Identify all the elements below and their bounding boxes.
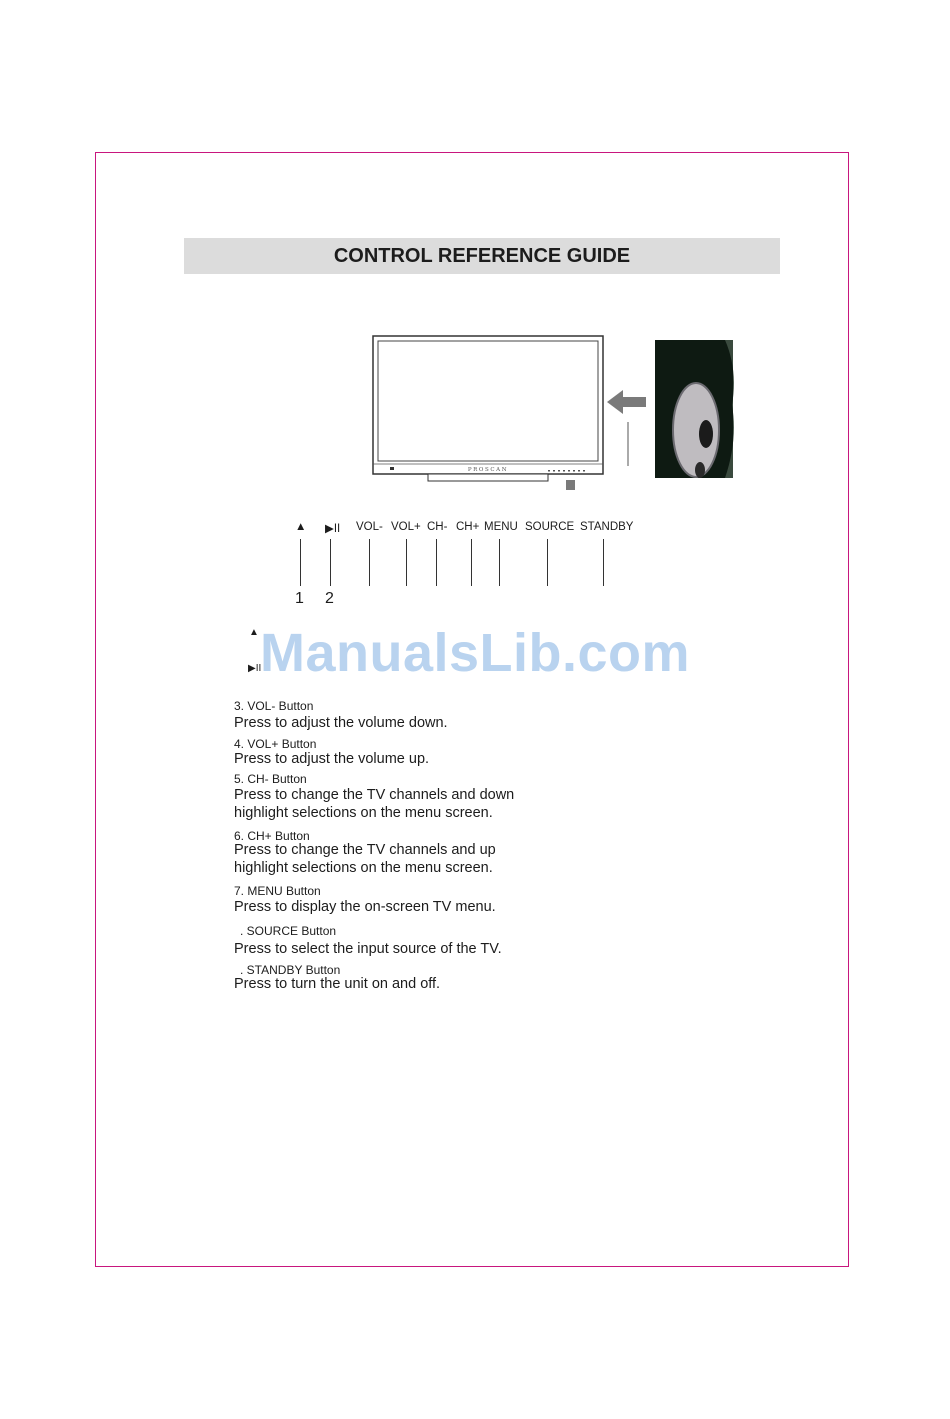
eject-icon: ▲ bbox=[295, 521, 307, 533]
play-pause-icon: ▶II bbox=[325, 523, 341, 535]
side-panel-photo bbox=[655, 340, 734, 478]
label-ch-plus: CH+ bbox=[456, 521, 480, 533]
left-arrow-icon bbox=[607, 390, 646, 414]
down-arrow-icon bbox=[559, 480, 582, 490]
section-heading: 5. CH- Button bbox=[234, 772, 307, 786]
section-heading: 3. VOL- Button bbox=[234, 699, 314, 713]
page-frame bbox=[95, 152, 849, 1267]
label-ch-minus: CH- bbox=[427, 521, 448, 533]
leader-line bbox=[499, 539, 500, 586]
leader-line bbox=[471, 539, 472, 586]
label-vol-plus: VOL+ bbox=[391, 521, 421, 533]
section-text: Press to turn the unit on and off. bbox=[234, 976, 441, 992]
section-text: Press to change the TV channels and down bbox=[234, 787, 515, 803]
tv-stand bbox=[428, 474, 548, 481]
section-heading: 7. MENU Button bbox=[234, 884, 321, 898]
tv-diagram bbox=[360, 330, 750, 490]
callout-number-2: 2 bbox=[325, 590, 334, 607]
tv-screen bbox=[378, 341, 598, 461]
section-text: highlight selections on the menu screen. bbox=[234, 805, 493, 821]
tv-brand-label: PROSCAN bbox=[467, 467, 509, 473]
page-title: CONTROL REFERENCE GUIDE bbox=[333, 245, 631, 267]
leader-line bbox=[603, 539, 604, 586]
label-menu: MENU bbox=[484, 521, 518, 533]
leader-line bbox=[406, 539, 407, 586]
leader-line bbox=[330, 539, 331, 586]
play-pause-icon: ▶II bbox=[248, 663, 262, 674]
leader-line bbox=[300, 539, 301, 586]
label-source: SOURCE bbox=[525, 521, 575, 533]
watermark: ManualsLib.com bbox=[259, 623, 691, 683]
callout-number-1: 1 bbox=[295, 590, 304, 607]
section-text: Press to display the on-screen TV menu. bbox=[234, 899, 496, 915]
section-text: highlight selections on the menu screen. bbox=[234, 860, 493, 876]
section-text: Press to adjust the volume up. bbox=[234, 751, 430, 767]
eject-icon: ▲ bbox=[249, 627, 259, 638]
label-vol-minus: VOL- bbox=[356, 521, 383, 533]
leader-line bbox=[369, 539, 370, 586]
section-heading: . SOURCE Button bbox=[240, 924, 337, 938]
section-text: Press to change the TV channels and up bbox=[234, 842, 496, 858]
leader-line bbox=[436, 539, 437, 586]
section-heading: 4. VOL+ Button bbox=[234, 737, 317, 751]
section-text: Press to adjust the volume down. bbox=[234, 715, 448, 731]
section-heading: . STANDBY Button bbox=[240, 963, 341, 977]
label-standby: STANDBY bbox=[580, 521, 634, 533]
section-text: Press to select the input source of the TV. bbox=[234, 941, 502, 957]
leader-line bbox=[547, 539, 548, 586]
tv-power-led bbox=[390, 467, 394, 470]
section-heading: 6. CH+ Button bbox=[234, 829, 310, 843]
